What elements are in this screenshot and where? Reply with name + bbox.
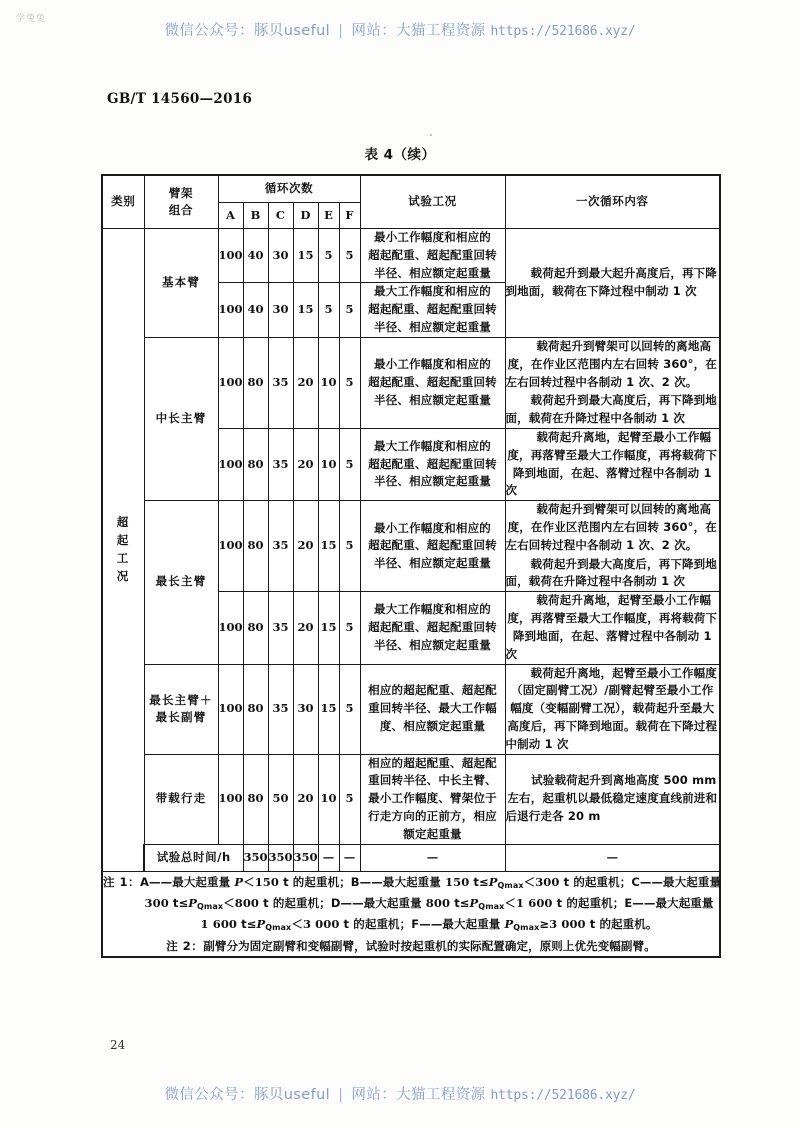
table-row (102, 229, 720, 283)
condition-line: 最小工作幅度和相应的 (374, 357, 491, 372)
condition-line: 最大工作幅度和相应的 (374, 602, 491, 617)
cell-cycle-f: 5 (339, 592, 360, 664)
bottom-watermark-banner (0, 1083, 800, 1104)
watermark-separator: | (338, 1087, 344, 1103)
cycle-content-paragraph: 载荷起升离地，起臂至最小工作幅度（固定副臂工况）/副臂起臂至最小工作幅度（变幅副臂工况），载荷起升至最大高度后，再下降到地面。载荷在下降过程中制动 1 次 (505, 665, 718, 751)
note-2-line-1 (103, 936, 719, 957)
cell-boom-longest-plus-jib (144, 664, 218, 754)
col-header-boom-combination (144, 175, 218, 229)
cell-cycle-f: 5 (339, 428, 360, 500)
cell-cycle-b: 80 (243, 664, 268, 754)
condition-line: 行走方向的正前方，相应 (368, 809, 497, 823)
cell-cycle-f: 5 (339, 229, 360, 283)
site-url: https://521686.xyz/ (490, 24, 636, 39)
cell-cycle-content (505, 592, 720, 664)
site-label: 网站： (351, 23, 397, 39)
note-1-line-3: 1 600 $t\le P_{Qmax}<3$ 000 t 的起重机；F——最大起重量 $P_{Qmax}\ge 3$ 000 t 的起重机。 (200, 917, 658, 932)
condition-line: 度、相应额定起重量 (379, 718, 486, 733)
boom-label-line2: 最长副臂 (155, 710, 207, 725)
cell-test-condition (360, 428, 505, 500)
condition-line: 半径、相应额定起重量 (374, 556, 491, 571)
table-row (102, 501, 720, 592)
cell-cycle-content (505, 428, 720, 500)
cell-cycle-content (505, 754, 720, 844)
cell-cycle-e: 5 (318, 283, 339, 337)
col-header-cycle-b: B (243, 203, 268, 229)
cell-cycle-b: 80 (243, 501, 268, 592)
cell-cycle-content (505, 337, 720, 428)
cell-cycle-f: 5 (339, 501, 360, 592)
cell-cycle-b: 80 (243, 337, 268, 428)
cell-cycle-e: 10 (318, 337, 339, 428)
cell-cycle-content (505, 664, 720, 754)
cell-cycle-e: 5 (318, 229, 339, 283)
note-2-prefix: 注 2： (166, 938, 204, 953)
site-value: 大猫工程资源 (396, 23, 486, 39)
cell-notes (102, 871, 720, 957)
cell-boom-basic: 基本臂 (144, 229, 218, 338)
table-row (102, 754, 720, 844)
condition-line: 重回转半径、中长主臂、 (368, 773, 497, 788)
cell-cycle-content (505, 229, 720, 338)
cycle-content-paragraph: 试验载荷起升到离地高度 500 mm 左右，起重机以最低稳定速度直线前进和后退行走各 20 m (505, 773, 718, 823)
condition-line: 超起配重、超起配重回转 (368, 619, 497, 634)
cell-cycle-b: 80 (243, 592, 268, 664)
cell-boom-medium-long: 中长主臂 (144, 337, 218, 500)
cell-cycle-d: 15 (293, 229, 318, 283)
condition-line: 最大工作幅度和相应的 (374, 284, 491, 299)
condition-line: 半径、相应额定起重量 (374, 392, 491, 407)
boom-combination-line2: 组合 (168, 203, 194, 217)
table-row-total (102, 844, 720, 871)
scan-speck (430, 134, 432, 136)
cell-cycle-c: 35 (268, 428, 293, 500)
cell-cycle-d: 20 (293, 337, 318, 428)
category-char-4: 况 (116, 568, 130, 583)
cell-total-a: 350 (243, 844, 268, 871)
note-1-prefix: 注 1： (103, 874, 141, 889)
cell-total-e: — (339, 844, 360, 871)
cell-cycle-c: 35 (268, 664, 293, 754)
cell-boom-longest: 最长主臂 (144, 501, 218, 664)
col-header-cycle-content: 一次循环内容 (505, 175, 720, 229)
cycle-content-paragraph: 载荷起升到臂架可以回转的离地高度，在作业区范围内左右回转 360°，在左右回转过程中各制动 1 次、2 次。 (505, 338, 717, 389)
table-4-continued (101, 174, 721, 958)
corner-watermark: 学兔兔 (16, 14, 47, 24)
note-1-line-2: 300 $t\le P_{Qmax}<800$ t 的起重机；D——最大起重量 800 $t\le P_{Qmax}<1$ 600 t 的起重机；E——最大起重量 (144, 895, 714, 911)
condition-line: 超起配重、超起配重回转 (368, 302, 497, 317)
cell-cycle-b: 80 (243, 428, 268, 500)
col-header-cycle-d: D (293, 203, 318, 229)
category-char-2: 起 (116, 533, 130, 547)
condition-line: 半径、相应额定起重量 (374, 637, 491, 652)
cell-cycle-content (505, 501, 720, 592)
cell-test-condition (360, 664, 505, 754)
cell-test-condition (360, 501, 505, 592)
cell-cycle-e: 15 (318, 664, 339, 754)
cell-cycle-d: 20 (293, 592, 318, 664)
cell-cycle-c: 35 (268, 337, 293, 428)
cycle-content-paragraph: 载荷起升到最大高度后，再下降到地面，载荷在升降过程中各制动 1 次 (505, 556, 717, 589)
condition-line: 相应的超起配重、超起配 (368, 755, 497, 770)
boom-label-line1: 最长主臂＋ (149, 693, 213, 708)
condition-line: 最大工作幅度和相应的 (374, 438, 491, 453)
page-number: 24 (110, 1038, 126, 1052)
cell-cycle-b: 80 (243, 754, 268, 844)
cell-cycle-a: 100 (218, 592, 243, 664)
table-row-notes (102, 871, 720, 957)
cell-cycle-a: 100 (218, 501, 243, 592)
col-header-cycles-group: 循环次数 (218, 175, 360, 203)
table-row (102, 664, 720, 754)
note-1-line-1 (103, 872, 722, 893)
wechat-value: 豚贝useful (253, 1087, 331, 1103)
cell-cycle-d: 20 (293, 428, 318, 500)
cell-cycle-f: 5 (339, 283, 360, 337)
category-char-3: 工 (116, 550, 130, 565)
cell-total-b: 350 (268, 844, 293, 871)
wechat-value: 豚贝useful (253, 23, 331, 39)
cycle-content-paragraph: 载荷起升离地，起臂至最小工作幅度，再落臂至最大工作幅度，再将载荷下降到地面，在起、落臂过程中各制动 1 次 (505, 593, 718, 661)
cell-cycle-e: 15 (318, 501, 339, 592)
cell-cycle-c: 35 (268, 501, 293, 592)
condition-line: 最小工作幅度和相应的 (374, 230, 491, 244)
condition-line: 半径、相应额定起重量 (374, 474, 491, 489)
wechat-label: 微信公众号： (164, 1087, 254, 1103)
cell-total-time-label: 试验总时间/h (144, 844, 243, 871)
condition-line: 最小工作幅度和相应的 (374, 520, 491, 535)
cell-cycle-e: 10 (318, 754, 339, 844)
cell-category-overlift (102, 229, 144, 872)
condition-line: 超起配重、超起配重回转 (368, 375, 497, 389)
cycle-content-paragraph: 载荷起升到最大高度后，再下降到地面，载荷在升降过程中各制动 1 次 (505, 393, 717, 426)
col-header-test-condition: 试验工况 (360, 175, 505, 229)
cell-total-d: — (318, 844, 339, 871)
cell-cycle-e: 10 (318, 428, 339, 500)
condition-line: 重回转半径、最大工作幅 (368, 701, 497, 716)
cell-cycle-d: 30 (293, 664, 318, 754)
condition-line: 相应的超起配重、超起配 (368, 683, 497, 698)
table-row (102, 337, 720, 428)
cell-total-c: 350 (293, 844, 318, 871)
condition-line: 超起配重、超起配重回转 (368, 456, 497, 471)
cell-cycle-d: 20 (293, 501, 318, 592)
cell-cycle-f: 5 (339, 664, 360, 754)
top-watermark-banner (0, 19, 800, 40)
condition-line: 半径、相应额定起重量 (374, 265, 491, 280)
condition-line: 额定起重量 (403, 826, 462, 841)
condition-line: 半径、相应额定起重量 (374, 320, 491, 335)
site-value: 大猫工程资源 (396, 1087, 486, 1103)
cell-cycle-e: 15 (318, 592, 339, 664)
cell-cycle-a: 100 (218, 428, 243, 500)
cycle-content-paragraph: 载荷起升到臂架可以回转的离地高度，在作业区范围内左右回转 360°，在左右回转过程中各制动 1 次、2 次。 (505, 502, 717, 552)
condition-line: 超起配重、超起配重回转 (368, 538, 497, 553)
site-label: 网站： (351, 1087, 397, 1103)
cell-boom-travel-with-load: 带载行走 (144, 754, 218, 844)
cell-cycle-c: 30 (268, 229, 293, 283)
cell-test-condition (360, 229, 505, 283)
standard-number: GB/T 14560—2016 (107, 91, 253, 107)
cell-cycle-b: 40 (243, 229, 268, 283)
cycle-content-paragraph: 载荷起升离地，起臂至最小工作幅度，再落臂至最大工作幅度，再将载荷下降到地面，在起、落臂过程中各制动 1 次 (505, 429, 718, 498)
note-2-text: 副臂分为固定副臂和变幅副臂，试验时按起重机的实际配置确定，原则上优先变幅副臂。 (203, 938, 656, 953)
cell-test-condition (360, 283, 505, 337)
cell-test-condition (360, 754, 505, 844)
cell-cycle-f: 5 (339, 754, 360, 844)
note-1-text-1: A——最大起重量 P＜150 t 的起重机；B——最大起重量 150 $t\le P_{Qmax}<300$ t 的起重机；C——最大起重量 (140, 874, 722, 890)
cycle-content-paragraph: 载荷起升到最大起升高度后，再下降到地面，载荷在下降过程中制动 1 次 (505, 266, 717, 298)
cell-cycle-b: 40 (243, 283, 268, 337)
col-header-cycle-e: E (318, 203, 339, 229)
cell-test-condition (360, 337, 505, 428)
boom-combination-line1: 臂架 (168, 186, 194, 201)
col-header-cycle-a: A (218, 203, 243, 229)
cell-cycle-f: 5 (339, 337, 360, 428)
col-header-category: 类别 (102, 175, 144, 229)
cell-cycle-a: 100 (218, 337, 243, 428)
cell-cycle-a: 100 (218, 664, 243, 754)
site-url: https://521686.xyz/ (490, 1088, 636, 1103)
condition-line: 超起配重、超起配重回转 (368, 247, 497, 262)
watermark-separator: | (338, 23, 344, 39)
cell-cycle-c: 30 (268, 283, 293, 337)
cell-total-f: — (360, 844, 505, 871)
cell-cycle-a: 100 (218, 283, 243, 337)
cell-cycle-d: 15 (293, 283, 318, 337)
cell-total-tail: — (505, 844, 720, 871)
cell-cycle-d: 20 (293, 754, 318, 844)
col-header-cycle-f: F (339, 203, 360, 229)
cell-cycle-a: 100 (218, 754, 243, 844)
col-header-cycle-c: C (268, 203, 293, 229)
cell-cycle-a: 100 (218, 229, 243, 283)
cell-test-condition (360, 592, 505, 664)
cell-cycle-c: 50 (268, 754, 293, 844)
category-char-1: 超 (116, 515, 130, 530)
wechat-label: 微信公众号： (164, 23, 254, 39)
condition-line: 最小工作幅度、臂架位于 (368, 791, 497, 806)
table-caption: 表 4（续） (364, 147, 436, 163)
cell-cycle-c: 35 (268, 592, 293, 664)
